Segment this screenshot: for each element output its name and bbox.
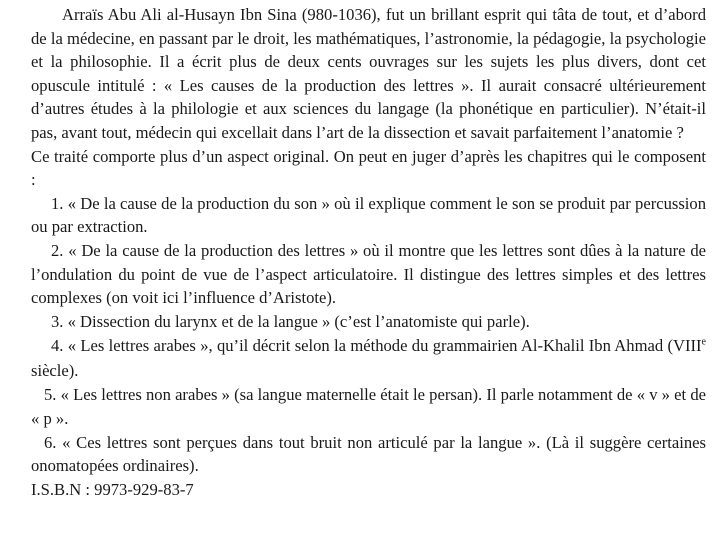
chapter-item-2: 2. « De la cause de la production des lettres » où il montre que les lettres sont dûes à la nature de l’ondulation du point de vue de l’aspect articulatoire. Il distingue des lettres simples et des lettres complexes (on voit ici l’influence d’Aristote). (31, 240, 706, 308)
chapter-item-5: 5. « Les lettres non arabes » (sa langue maternelle était le persan). Il parle notamment de « v » et de « p ». (31, 385, 706, 428)
intro-paragraph: Arraïs Abu Ali al-Husayn Ibn Sina (980-1036), fut un brillant esprit qui tâta de tout, et d’abord de la médecine, en passant par le droit, les mathématiques, l’astronomie, la pédagogie, la psychologie et la philosophie. Il a écrit plus de deux cents ouvrages sur les sujets les plus divers, dont cet opuscule intitulé : « Les causes de la production des lettres ». Il aurait consacré ultérieurement d’autres études à la philologie et aux sciences du langage (la phonétique en particulier). N’était-il pas, avant tout, médecin qui excellait dans l’art de la dissection et savait parfaitement l’anatomie ? (31, 5, 706, 142)
isbn-line: I.S.B.N : 9973-929-83-7 (31, 479, 194, 499)
document-page (31, 3, 706, 501)
chapter-item-4-tail: siècle). (31, 361, 79, 381)
chapter-item-1: 1. « De la cause de la production du son » où il explique comment le son se produit par percussion ou par extraction. (31, 193, 706, 237)
chapter-item-6: 6. « Ces lettres sont perçues dans tout bruit non articulé par la langue ». (Là il suggère certaines onomatopées ordinaires). (31, 432, 706, 476)
superscript-e: e (701, 336, 706, 348)
chapters-lead-paragraph: Ce traité comporte plus d’un aspect original. On peut en juger d’après les chapitres qui le composent : (31, 146, 706, 190)
chapter-item-4-text: 4. « Les lettres arabes », qu’il décrit selon la méthode du grammairien Al-Khalil Ibn Ahmad (VIII (51, 336, 702, 356)
chapter-item-4 (31, 333, 706, 383)
chapter-item-3: 3. « Dissection du larynx et de la langue » (c’est l’anatomiste qui parle). (51, 311, 530, 331)
